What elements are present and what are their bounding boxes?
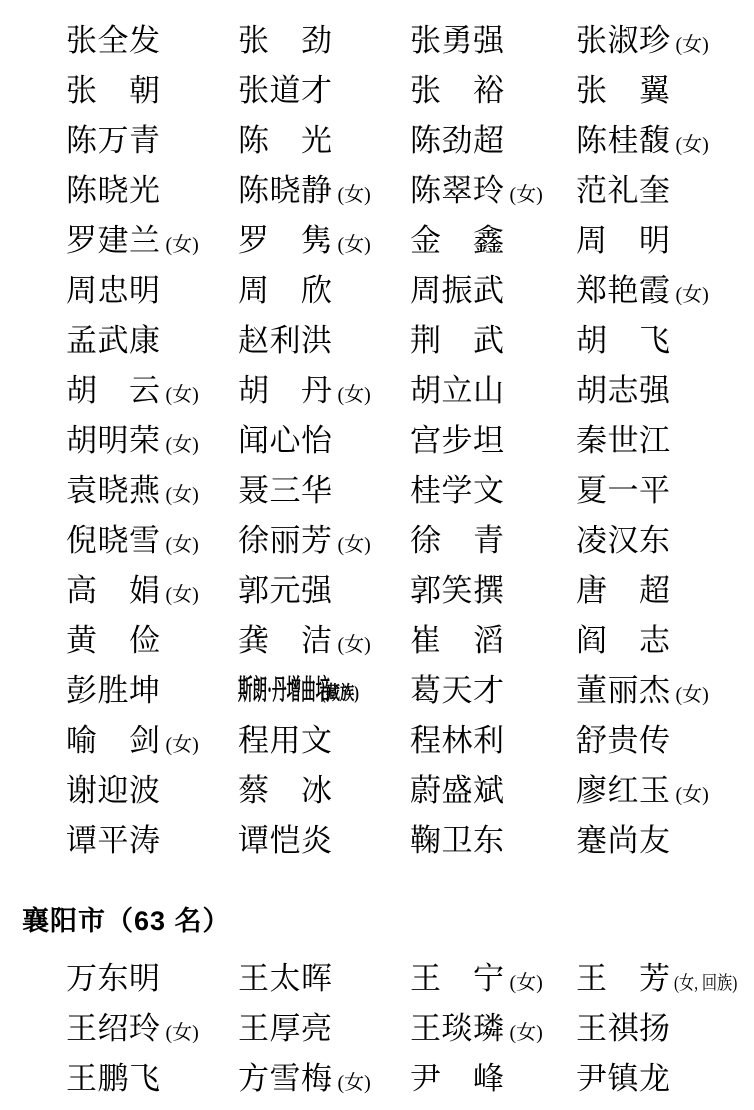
name-row xyxy=(0,766,754,816)
name-row xyxy=(0,516,754,566)
person-name: 孟武康 xyxy=(66,323,161,358)
name-row xyxy=(0,1004,754,1054)
name-row xyxy=(0,1054,754,1104)
person-name: 谢迎波 xyxy=(66,773,161,808)
name-row xyxy=(0,66,754,116)
person-name: 葛天才 xyxy=(410,673,505,708)
person-name: 王鹏飞 xyxy=(66,1061,161,1096)
person-name: 黄 俭 xyxy=(66,623,161,658)
name-cell xyxy=(410,466,505,516)
person-name: 方雪梅 xyxy=(238,1061,333,1096)
person-name: 胡明荣 xyxy=(66,423,161,458)
name-row xyxy=(0,266,754,316)
name-cell xyxy=(410,1004,543,1054)
name-cell xyxy=(410,766,505,816)
gender-ethnicity-note: (女) xyxy=(337,534,371,556)
section-xiangyang xyxy=(0,902,754,1104)
name-cell xyxy=(66,16,161,66)
person-name: 倪晓雪 xyxy=(66,523,161,558)
name-cell xyxy=(238,1054,371,1104)
name-cell xyxy=(66,716,199,766)
person-name: 王琰璘 xyxy=(410,1011,505,1046)
person-name: 金 鑫 xyxy=(410,223,505,258)
name-cell xyxy=(238,116,333,166)
name-cell xyxy=(238,266,333,316)
gender-ethnicity-note: (女) xyxy=(337,634,371,656)
name-cell xyxy=(410,16,505,66)
name-cell xyxy=(66,166,161,216)
name-cell xyxy=(66,954,161,1004)
name-cell xyxy=(410,816,505,866)
gender-ethnicity-note: (女) xyxy=(165,734,199,756)
person-name: 胡立山 xyxy=(410,373,505,408)
name-cell xyxy=(576,166,671,216)
person-name: 蔡 冰 xyxy=(238,773,333,808)
person-name: 廖红玉 xyxy=(576,773,671,808)
person-name: 王太晖 xyxy=(238,961,333,996)
name-cell xyxy=(66,466,199,516)
name-cell xyxy=(238,766,333,816)
person-name: 唐 超 xyxy=(576,573,671,608)
person-name: 宫步坦 xyxy=(410,423,505,458)
person-name: 谭恺炎 xyxy=(238,823,333,858)
name-cell xyxy=(576,816,671,866)
name-row xyxy=(0,366,754,416)
gender-ethnicity-note: (女) xyxy=(675,684,709,706)
name-cell xyxy=(576,616,671,666)
name-cell xyxy=(66,116,161,166)
person-name: 张 裕 xyxy=(410,73,505,108)
name-cell xyxy=(576,66,671,116)
name-cell xyxy=(238,416,333,466)
name-cell xyxy=(238,566,333,616)
name-row xyxy=(0,616,754,666)
name-cell xyxy=(238,316,333,366)
name-row xyxy=(0,716,754,766)
name-row xyxy=(0,116,754,166)
person-name: 张 朝 xyxy=(66,73,161,108)
name-cell xyxy=(66,416,199,466)
gender-ethnicity-note: (女) xyxy=(165,434,199,456)
person-name: 徐丽芳 xyxy=(238,523,333,558)
name-cell xyxy=(66,316,161,366)
gender-ethnicity-note: (女) xyxy=(675,284,709,306)
name-cell xyxy=(576,766,709,816)
person-name: 陈晓光 xyxy=(66,173,161,208)
person-name: 陈万青 xyxy=(66,123,161,158)
person-name: 陈晓静 xyxy=(238,173,333,208)
person-name: 夏一平 xyxy=(576,473,671,508)
person-name: 阎 志 xyxy=(576,623,671,658)
person-name: 张 劲 xyxy=(238,23,333,58)
name-cell xyxy=(410,166,543,216)
person-name: 荆 武 xyxy=(410,323,505,358)
person-name: 胡 云 xyxy=(66,373,161,408)
gender-ethnicity-note: (女) xyxy=(337,384,371,406)
person-name: 周 明 xyxy=(576,223,671,258)
gender-ethnicity-note: (女) xyxy=(165,534,199,556)
name-cell xyxy=(410,316,505,366)
person-name: 王厚亮 xyxy=(238,1011,333,1046)
person-name: 谭平涛 xyxy=(66,823,161,858)
gender-ethnicity-note: (女) xyxy=(337,1072,371,1094)
person-name: 罗建兰 xyxy=(66,223,161,258)
name-row xyxy=(0,16,754,66)
person-name: 尹 峰 xyxy=(410,1061,505,1096)
person-name: 张勇强 xyxy=(410,23,505,58)
name-cell xyxy=(238,466,333,516)
gender-ethnicity-note: (女, 回族) xyxy=(673,973,737,994)
name-cell xyxy=(410,116,505,166)
name-cell xyxy=(238,66,333,116)
name-cell xyxy=(576,516,671,566)
name-cell xyxy=(576,716,671,766)
name-cell xyxy=(410,954,543,1004)
gender-ethnicity-note: (女) xyxy=(337,184,371,206)
name-cell xyxy=(66,666,161,716)
name-list-continued xyxy=(0,16,754,866)
person-name: 张道才 xyxy=(238,73,333,108)
name-cell xyxy=(66,766,161,816)
person-name: 高 娟 xyxy=(66,573,161,608)
name-cell xyxy=(238,954,333,1004)
name-row xyxy=(0,416,754,466)
person-name: 斯朗·丹增曲培 xyxy=(238,675,331,706)
person-name: 陈桂馥 xyxy=(576,123,671,158)
name-cell xyxy=(576,1054,671,1104)
gender-ethnicity-note: (女) xyxy=(165,484,199,506)
person-name: 程用文 xyxy=(238,723,333,758)
person-name: 秦世江 xyxy=(576,423,671,458)
name-cell xyxy=(238,16,333,66)
name-cell xyxy=(410,516,505,566)
person-name: 聂三华 xyxy=(238,473,333,508)
name-cell xyxy=(238,166,371,216)
name-cell xyxy=(410,1054,505,1104)
person-name: 闻心怡 xyxy=(238,423,333,458)
person-name: 彭胜坤 xyxy=(66,673,161,708)
person-name: 王 宁 xyxy=(410,961,505,996)
person-name: 王绍玲 xyxy=(66,1011,161,1046)
gender-ethnicity-note: (藏族) xyxy=(321,683,360,704)
name-cell xyxy=(576,216,671,266)
name-cell xyxy=(66,66,161,116)
gender-ethnicity-note: (女) xyxy=(165,1022,199,1044)
name-cell xyxy=(576,366,671,416)
name-cell xyxy=(576,1004,671,1054)
gender-ethnicity-note: (女) xyxy=(509,1022,543,1044)
name-row xyxy=(0,816,754,866)
person-name: 胡志强 xyxy=(576,373,671,408)
name-cell xyxy=(576,466,671,516)
name-cell xyxy=(238,616,371,666)
name-row xyxy=(0,316,754,366)
name-row xyxy=(0,954,754,1004)
name-row xyxy=(0,466,754,516)
person-name: 袁晓燕 xyxy=(66,473,161,508)
person-name: 郭笑撰 xyxy=(410,573,505,608)
person-name: 罗 隽 xyxy=(238,223,333,258)
name-cell xyxy=(576,416,671,466)
person-name: 张 翼 xyxy=(576,73,671,108)
person-name: 胡 飞 xyxy=(576,323,671,358)
name-cell xyxy=(238,1004,333,1054)
name-cell xyxy=(238,516,371,566)
person-name: 董丽杰 xyxy=(576,673,671,708)
person-name: 周 欣 xyxy=(238,273,333,308)
name-cell xyxy=(576,566,671,616)
person-name: 张淑珍 xyxy=(576,23,671,58)
name-row xyxy=(0,216,754,266)
name-cell xyxy=(576,666,709,716)
person-name: 周振武 xyxy=(410,273,505,308)
person-name: 郭元强 xyxy=(238,573,333,608)
person-name: 陈翠玲 xyxy=(410,173,505,208)
person-name: 徐 青 xyxy=(410,523,505,558)
name-row xyxy=(0,566,754,616)
name-row xyxy=(0,166,754,216)
person-name: 蹇尚友 xyxy=(576,823,671,858)
person-name: 张全发 xyxy=(66,23,161,58)
person-name: 龚 洁 xyxy=(238,623,333,658)
name-cell xyxy=(410,666,505,716)
name-cell xyxy=(410,366,505,416)
person-name: 王 芳 xyxy=(576,961,671,996)
name-cell xyxy=(66,216,199,266)
person-name: 范礼奎 xyxy=(576,173,671,208)
person-name: 崔 滔 xyxy=(410,623,505,658)
name-cell xyxy=(410,66,505,116)
person-name: 赵利洪 xyxy=(238,323,333,358)
person-name: 尹镇龙 xyxy=(576,1061,671,1096)
name-cell xyxy=(238,816,333,866)
name-cell xyxy=(66,566,199,616)
name-cell xyxy=(66,1004,199,1054)
name-cell xyxy=(238,716,333,766)
name-cell xyxy=(66,516,199,566)
gender-ethnicity-note: (女) xyxy=(337,234,371,256)
person-name: 喻 剑 xyxy=(66,723,161,758)
name-cell xyxy=(66,616,161,666)
name-row xyxy=(0,666,754,716)
gender-ethnicity-note: (女) xyxy=(675,784,709,806)
name-cell xyxy=(576,954,753,1004)
name-cell xyxy=(410,716,505,766)
name-cell xyxy=(410,566,505,616)
person-name: 胡 丹 xyxy=(238,373,333,408)
person-name: 舒贵传 xyxy=(576,723,671,758)
person-name: 陈劲超 xyxy=(410,123,505,158)
person-name: 鞠卫东 xyxy=(410,823,505,858)
name-cell xyxy=(238,366,371,416)
gender-ethnicity-note: (女) xyxy=(509,972,543,994)
person-name: 郑艳霞 xyxy=(576,273,671,308)
person-name: 王祺扬 xyxy=(576,1011,671,1046)
person-name: 凌汉东 xyxy=(576,523,671,558)
name-cell xyxy=(576,116,709,166)
gender-ethnicity-note: (女) xyxy=(509,184,543,206)
name-cell xyxy=(410,616,505,666)
name-cell xyxy=(410,216,505,266)
name-cell xyxy=(238,216,371,266)
name-cell xyxy=(66,266,161,316)
person-name: 桂学文 xyxy=(410,473,505,508)
gender-ethnicity-note: (女) xyxy=(165,234,199,256)
person-name: 万东明 xyxy=(66,961,161,996)
person-name: 陈 光 xyxy=(238,123,333,158)
gender-ethnicity-note: (女) xyxy=(675,34,709,56)
name-cell xyxy=(410,266,505,316)
name-cell xyxy=(410,416,505,466)
name-cell xyxy=(66,366,199,416)
person-name: 周忠明 xyxy=(66,273,161,308)
gender-ethnicity-note: (女) xyxy=(165,384,199,406)
person-name: 蔚盛斌 xyxy=(410,773,505,808)
name-cell xyxy=(66,816,161,866)
person-name: 程林利 xyxy=(410,723,505,758)
name-cell xyxy=(238,666,358,716)
name-cell xyxy=(576,16,709,66)
name-cell xyxy=(66,1054,161,1104)
name-cell xyxy=(576,316,671,366)
gender-ethnicity-note: (女) xyxy=(165,584,199,606)
name-cell xyxy=(576,266,709,316)
section-header: 襄阳市（63 名） xyxy=(22,906,231,936)
gender-ethnicity-note: (女) xyxy=(675,134,709,156)
